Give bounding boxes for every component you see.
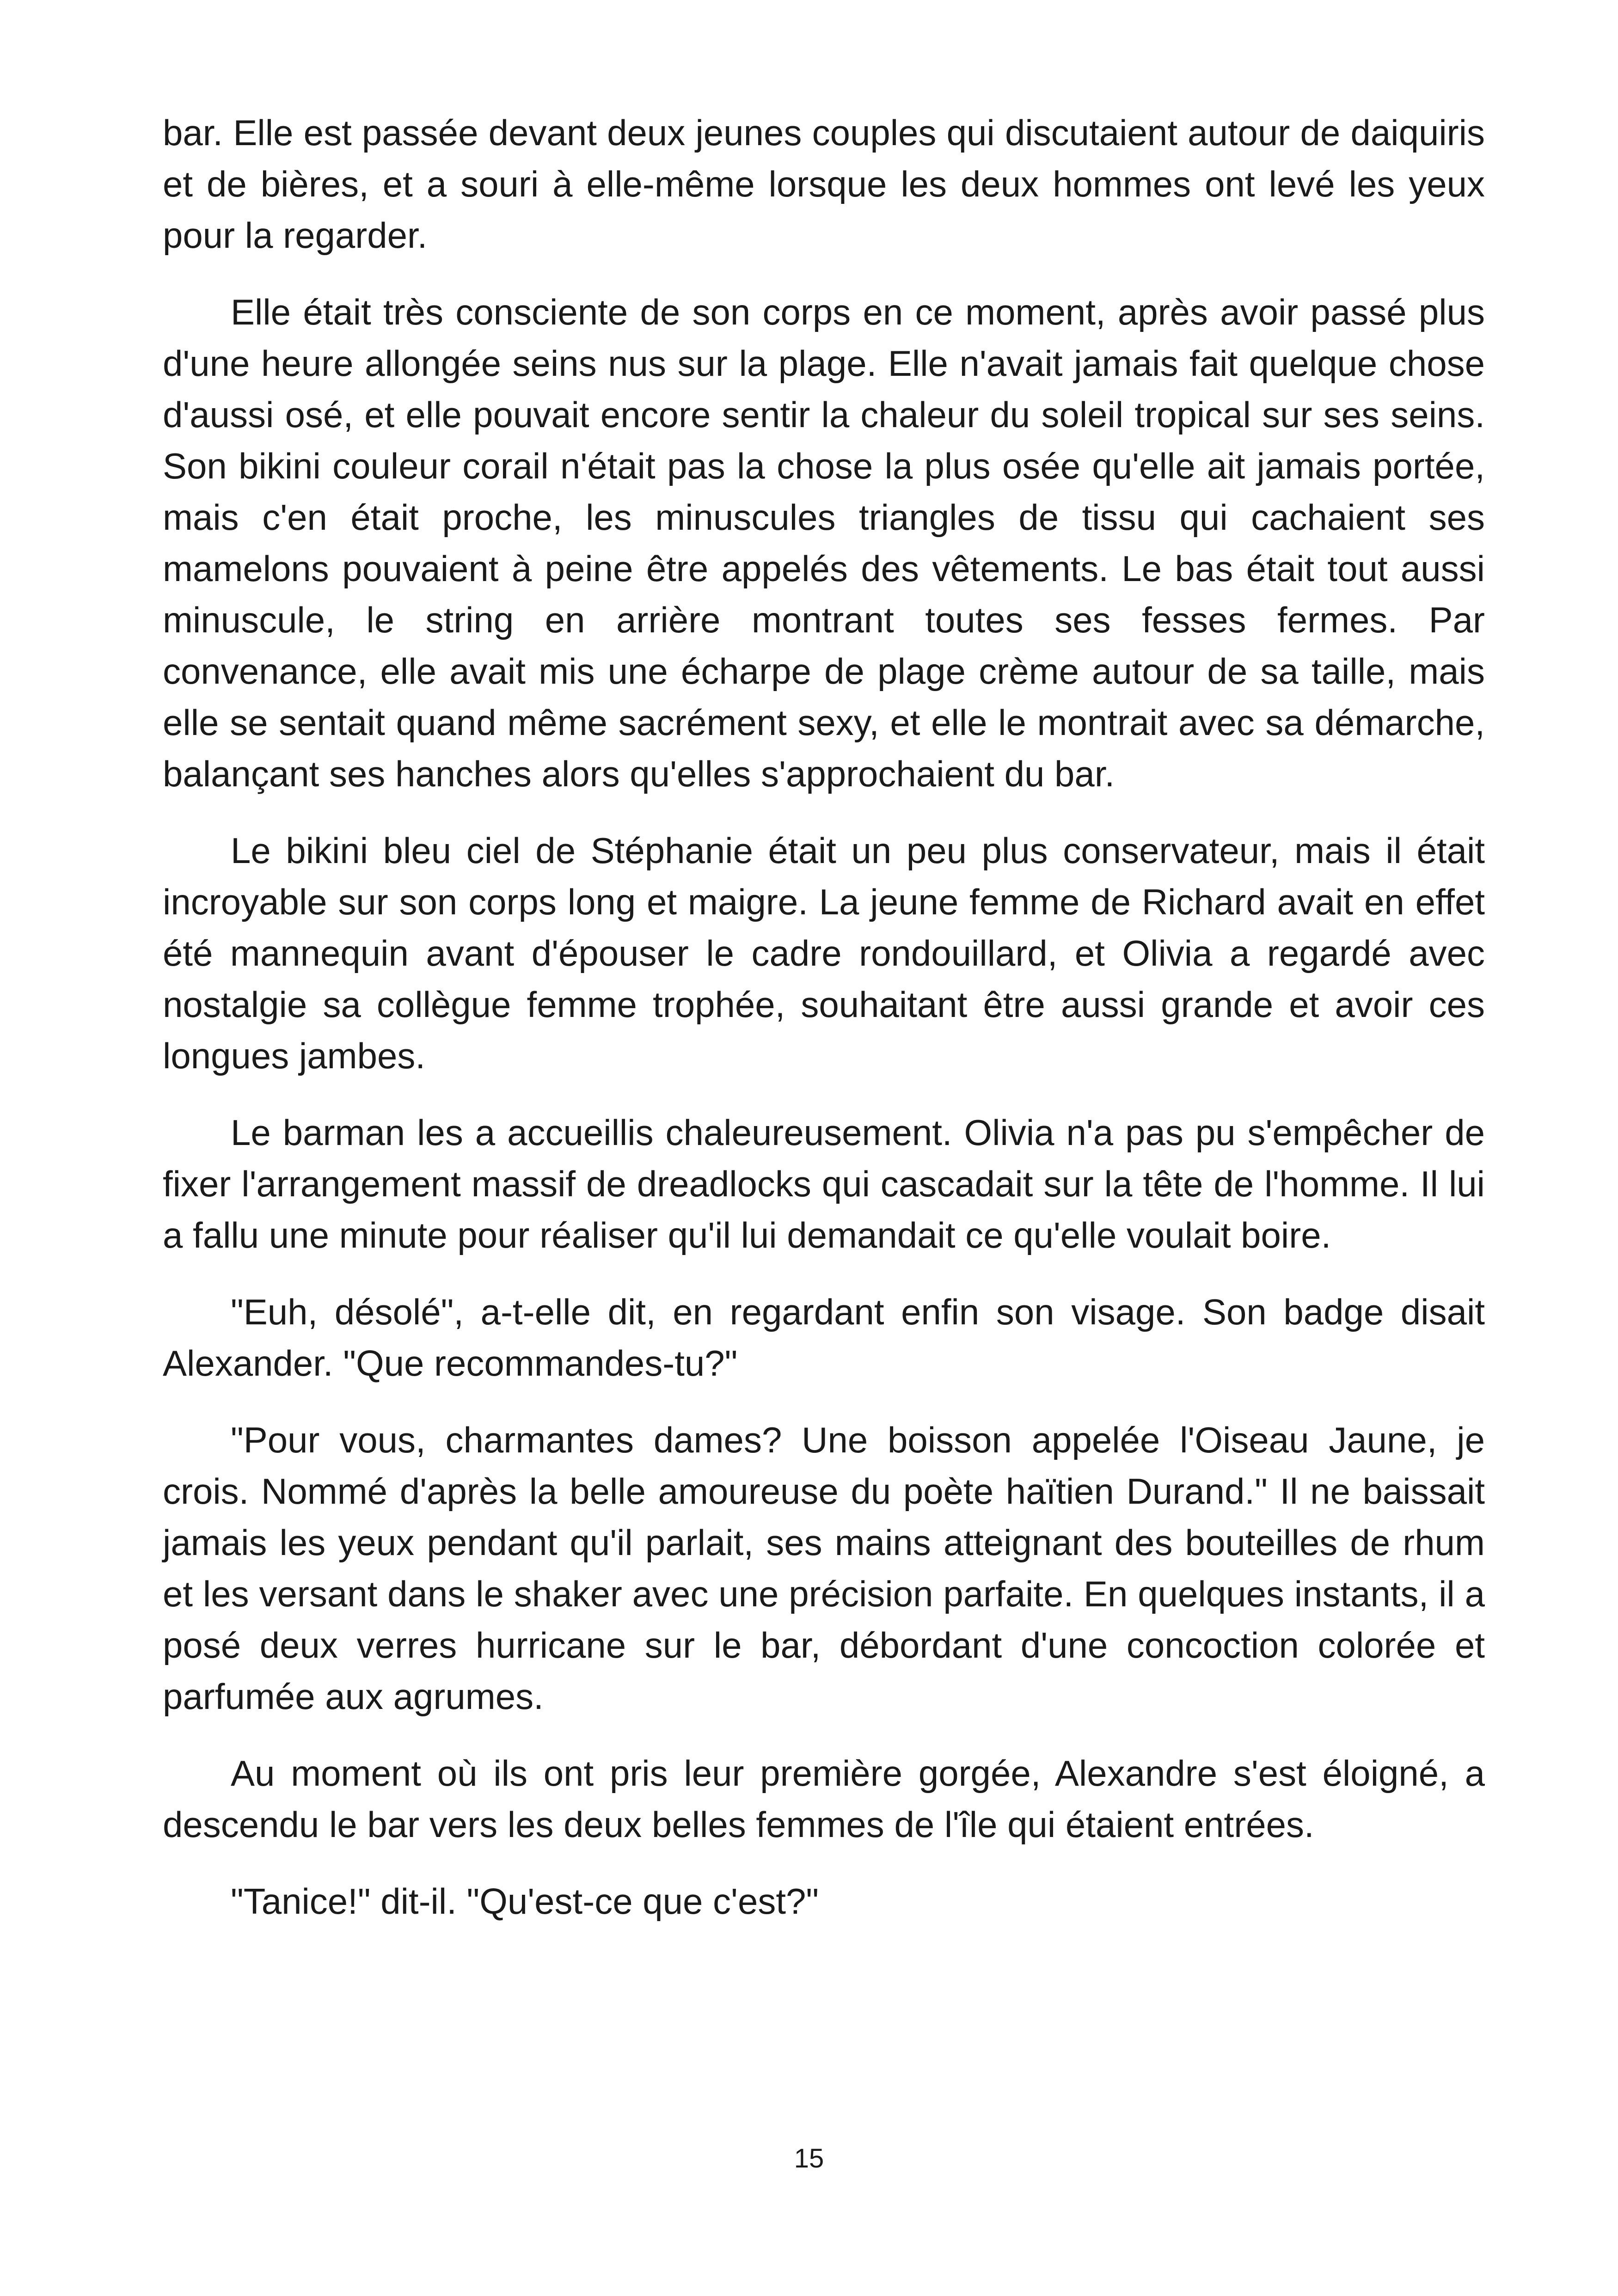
paragraph-2: Elle était très consciente de son corps en ce moment, après avoir passé plus d'une heure allongée seins nus sur la plage. Elle n'avait jamais fait quelque chose d'aussi osé, et elle pouvait encore sentir la chaleur du soleil tropical sur ses seins. Son bikini couleur corail n'était pas la chose la plus osée qu'elle ait jamais portée, mais c'en était proche, les minuscules triangles de tissu qui cachaient ses mamelons pouvaient à peine être appelés des vêtements. Le bas était tout aussi minuscule, le string en arrière montrant toutes ses fesses fermes. Par convenance, elle avait mis une écharpe de plage crème autour de sa taille, mais elle se sentait quand même sacrément sexy, et elle le montrait avec sa démarche, balançant ses hanches alors qu'elles s'approchaient du bar. — [163, 292, 1485, 794]
paragraph-1: bar. Elle est passée devant deux jeunes couples qui discutaient autour de daiquiris et de bières, et a souri à elle-même lorsque les deux hommes ont levé les yeux pour la regarder. — [163, 112, 1485, 256]
paragraph-3: Le bikini bleu ciel de Stéphanie était un peu plus conservateur, mais il était incroyable sur son corps long et maigre. La jeune femme de Richard avait en effet été mannequin avant d'épouser le cadre rondouillard, et Olivia a regardé avec nostalgie sa collègue femme trophée, souhaitant être aussi grande et avoir ces longues jambes. — [163, 830, 1485, 1076]
page-number: 15 — [794, 2143, 824, 2174]
paragraph-8: "Tanice!" dit-il. "Qu'est-ce que c'est?" — [231, 1881, 819, 1922]
paragraph-4: Le barman les a accueillis chaleureusement. Olivia n'a pas pu s'empêcher de fixer l'arrangement massif de dreadlocks qui cascadait sur la tête de l'homme. Il lui a fallu une minute pour réaliser qu'il lui demandait ce qu'elle voulait boire. — [163, 1112, 1485, 1255]
paragraph-7: Au moment où ils ont pris leur première gorgée, Alexandre s'est éloigné, a descendu le bar vers les deux belles femmes de l'île qui étaient entrées. — [163, 1753, 1485, 1845]
body-text — [163, 107, 1485, 1953]
paragraph-6: "Pour vous, charmantes dames? Une boisson appelée l'Oiseau Jaune, je crois. Nommé d'après la belle amoureuse du poète haïtien Durand." Il ne baissait jamais les yeux pendant qu'il parlait, ses mains atteignant des bouteilles de rhum et les versant dans le shaker avec une précision parfaite. En quelques instants, il a posé deux verres hurricane sur le bar, débordant d'une concoction colorée et parfumée aux agrumes. — [163, 1420, 1485, 1717]
paragraph-5: "Euh, désolé", a-t-elle dit, en regardant enfin son visage. Son badge disait Alexander. "Que recommandes-tu?" — [163, 1292, 1485, 1384]
